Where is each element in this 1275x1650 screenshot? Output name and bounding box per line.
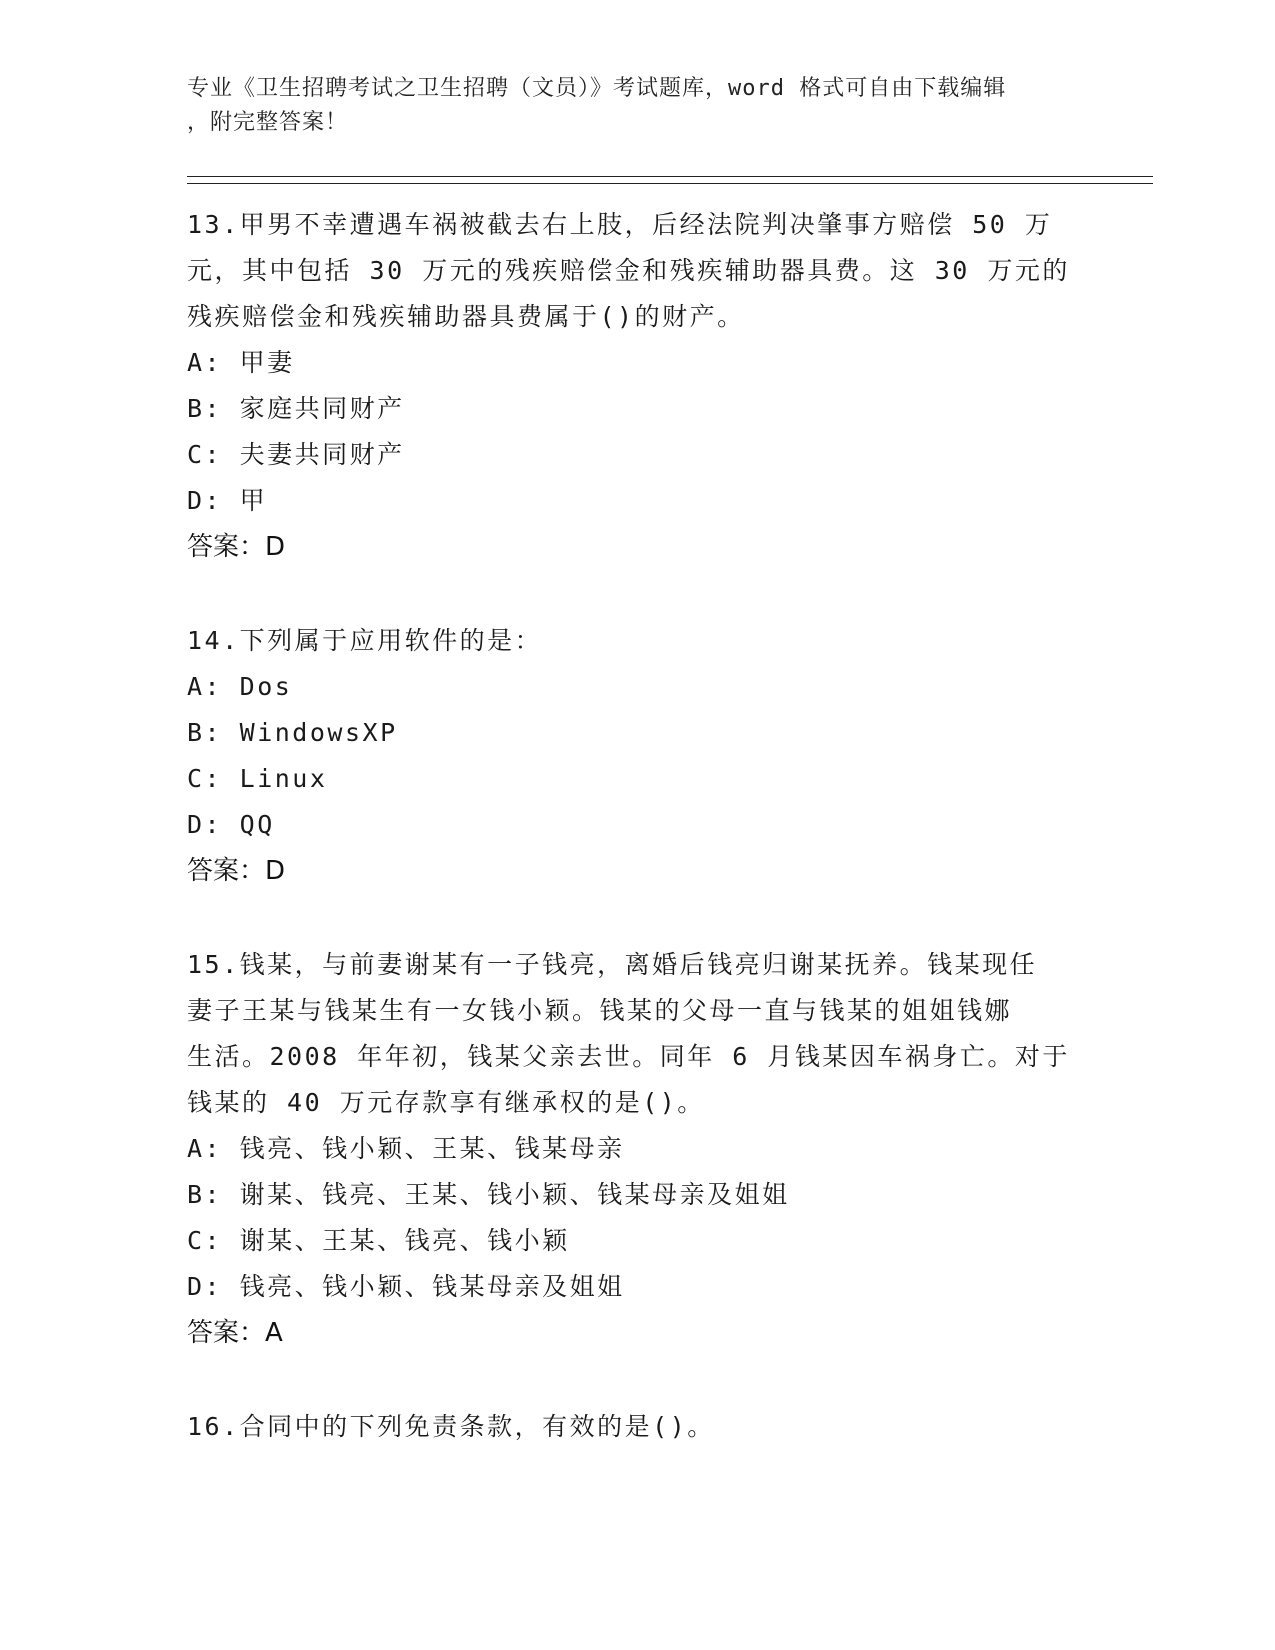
option-a: A: Dos [187,672,293,701]
question-stem-line: 钱某的 40 万元存款享有继承权的是()。 [187,1088,705,1117]
question-15 [187,942,1087,1356]
question-list [187,202,1087,1498]
question-14 [187,618,1087,894]
option-a: A: 甲妻 [187,348,295,377]
option-b: B: WindowsXP [187,718,398,747]
question-13 [187,202,1087,570]
question-stem-line: 16.合同中的下列免责条款，有效的是()。 [187,1412,715,1441]
question-stem-line: 元，其中包括 30 万元的残疾赔偿金和残疾辅助器具费。这 30 万元的 [187,256,1070,285]
answer: 答案：A [187,1318,283,1348]
option-c: C: 夫妻共同财产 [187,440,405,469]
option-b: B: 谢某、钱亮、王某、钱小颖、钱某母亲及姐姐 [187,1180,790,1209]
option-c: C: Linux [187,764,328,793]
question-stem-line: 妻子王某与钱某生有一女钱小颖。钱某的父母一直与钱某的姐姐钱娜 [187,996,1013,1025]
question-stem-line: 13.甲男不幸遭遇车祸被截去右上肢，后经法院判决肇事方赔偿 50 万 [187,210,1053,239]
option-d: D: 钱亮、钱小颖、钱某母亲及姐姐 [187,1272,625,1301]
option-d: D: 甲 [187,486,268,515]
header-line-1: 专业《卫生招聘考试之卫生招聘（文员）》考试题库，word 格式可自由下载编辑 [187,76,1007,101]
option-b: B: 家庭共同财产 [187,394,405,423]
question-16 [187,1404,1087,1450]
question-stem-line: 15.钱某，与前妻谢某有一子钱亮，离婚后钱亮归谢某抚养。钱某现任 [187,950,1038,979]
header-line-2: ，附完整答案！ [187,110,349,135]
page-header [187,72,1067,140]
question-stem-line: 14.下列属于应用软件的是： [187,626,543,655]
option-a: A: 钱亮、钱小颖、王某、钱某母亲 [187,1134,625,1163]
question-stem-line: 残疾赔偿金和残疾辅助器具费属于()的财产。 [187,302,745,331]
option-c: C: 谢某、王某、钱亮、钱小颖 [187,1226,570,1255]
option-d: D: QQ [187,810,275,839]
question-stem-line: 生活。2008 年年初，钱某父亲去世。同年 6 月钱某因车祸身亡。对于 [187,1042,1070,1071]
answer: 答案：D [187,856,286,886]
answer: 答案：D [187,532,286,562]
header-double-rule [187,176,1153,184]
